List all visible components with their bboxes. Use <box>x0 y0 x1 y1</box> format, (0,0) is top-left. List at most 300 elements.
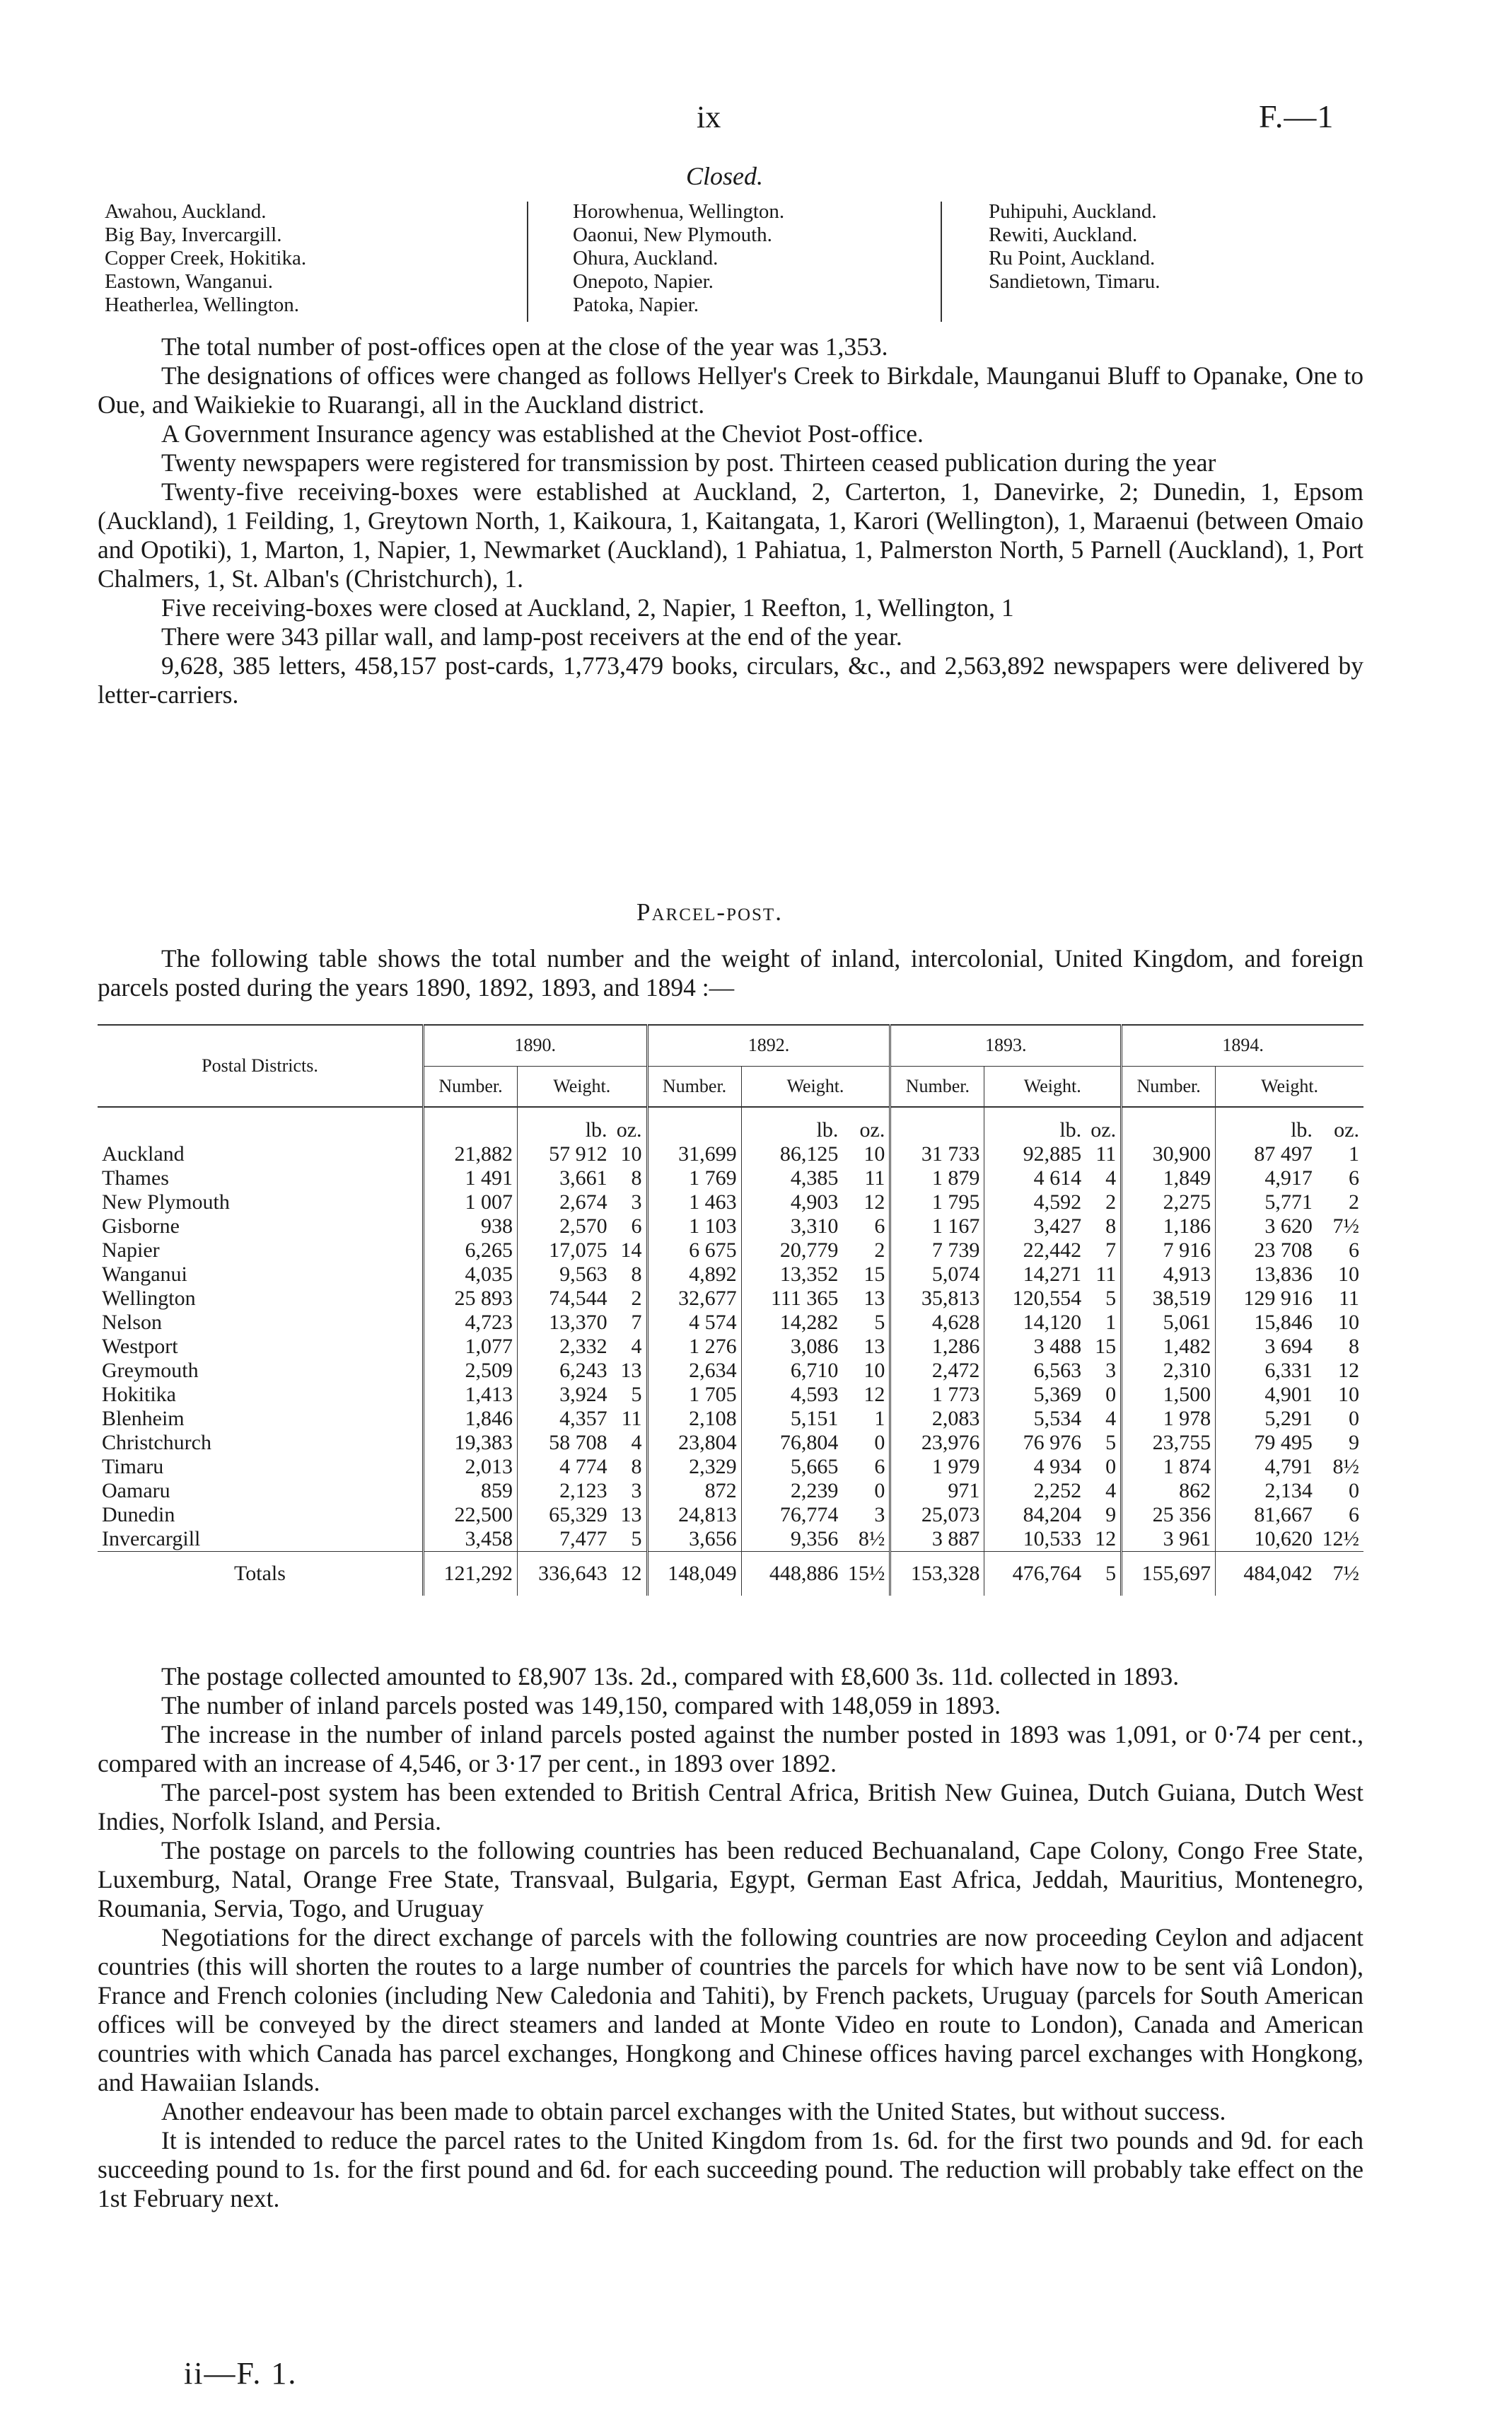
weight-oz: 10 <box>1338 1311 1359 1334</box>
weight-oz: 12 <box>863 1190 885 1214</box>
weight-oz: 3 <box>631 1190 642 1214</box>
parcel-count: 4,035 <box>424 1263 518 1287</box>
weight-header: Weight. <box>741 1066 890 1107</box>
parcel-count: 31,699 <box>647 1142 741 1166</box>
district-name: Greymouth <box>102 1359 199 1382</box>
weight-oz: 5 <box>874 1311 885 1334</box>
closed-office: Horowhenua, Wellington. <box>573 200 785 223</box>
weight-oz: 5 <box>1105 1287 1117 1310</box>
weight-lb: 4,903 <box>741 1190 842 1214</box>
closed-office: Onepoto, Napier. <box>573 270 714 293</box>
parcel-count: 1 769 <box>647 1166 741 1190</box>
parcel-count: 2,509 <box>424 1359 518 1383</box>
parcel-count: 35,813 <box>890 1287 984 1311</box>
weight-oz: 5 <box>631 1527 642 1550</box>
weight-lb: 6,331 <box>1216 1359 1317 1383</box>
district-name: Napier <box>102 1238 160 1262</box>
weight-lb: 65,329 <box>518 1503 612 1527</box>
page-number: ix <box>697 100 721 134</box>
weight-lb: 4,357 <box>518 1407 612 1431</box>
signature-mark: ii—F. 1. <box>184 2356 298 2391</box>
district-name: Wellington <box>102 1287 196 1310</box>
table-row <box>98 1190 1363 1214</box>
district-name: Gisborne <box>102 1214 180 1238</box>
year-header: 1892. <box>647 1025 890 1066</box>
parcel-count: 1,413 <box>424 1383 518 1407</box>
table-row <box>98 1407 1363 1431</box>
closed-office: Eastown, Wanganui. <box>105 270 273 293</box>
weight-lb: 20,779 <box>741 1238 842 1263</box>
weight-lb: 9,563 <box>518 1263 612 1287</box>
district-name: Nelson <box>102 1311 162 1334</box>
weight-lb: 15,846 <box>1216 1311 1317 1335</box>
weight-oz: 7½ <box>1332 1214 1359 1238</box>
weight-lb: 9,356 <box>741 1527 842 1552</box>
weight-lb: 76,804 <box>741 1431 842 1455</box>
parcel-count: 1,077 <box>424 1335 518 1359</box>
weight-lb: 74,544 <box>518 1287 612 1311</box>
parcel-count: 3,656 <box>647 1527 741 1552</box>
number-header: Number. <box>1122 1066 1216 1107</box>
weight-lb: 92,885 <box>984 1142 1086 1166</box>
weight-lb: 4 934 <box>984 1455 1086 1479</box>
weight-oz: 11 <box>621 1407 642 1430</box>
weight-oz: 13 <box>620 1359 642 1382</box>
parcel-count: 23,804 <box>647 1431 741 1455</box>
number-header: Number. <box>890 1066 984 1107</box>
unit-label: oz. <box>616 1118 642 1142</box>
closed-offices-col1 <box>105 200 306 317</box>
weight-lb: 7,477 <box>518 1527 612 1552</box>
table-row <box>98 1238 1363 1263</box>
weight-lb: 79 495 <box>1216 1431 1317 1455</box>
weight-oz: 8 <box>631 1166 642 1190</box>
year-header: 1893. <box>890 1025 1122 1066</box>
weight-oz: 8 <box>1105 1214 1117 1238</box>
weight-lb: 2,123 <box>518 1479 612 1503</box>
parcel-count: 5,061 <box>1122 1311 1216 1335</box>
table-row <box>98 1503 1363 1527</box>
district-name: Hokitika <box>102 1383 176 1406</box>
paragraph: It is intended to reduce the parcel rates to the United Kingdom from 1s. 6d. for the first two pounds and 9d. for each succeeding pound to 1s. for the first pound and 6d. for each succeeding pound. The reduction will probably take effect on the 1st February next. <box>98 2126 1363 2212</box>
weight-lb: 14,271 <box>984 1263 1086 1287</box>
table-row <box>98 1431 1363 1455</box>
parcel-count: 1 795 <box>890 1190 984 1214</box>
parcel-count: 1 874 <box>1122 1455 1216 1479</box>
district-name: Westport <box>102 1335 178 1358</box>
weight-oz: 6 <box>1349 1503 1359 1526</box>
district-name: New Plymouth <box>102 1190 230 1214</box>
weight-lb: 4,901 <box>1216 1383 1317 1407</box>
paragraph: The parcel-post system has been extended to British Central Africa, British New Guinea, Dutch Guiana, Dutch West Indies, Norfolk Island, and Persia. <box>98 1778 1363 1835</box>
weight-lb: 3 620 <box>1216 1214 1317 1238</box>
weight-oz: 4 <box>631 1335 642 1358</box>
parcel-count: 25 893 <box>424 1287 518 1311</box>
weight-oz: 2 <box>1349 1190 1359 1214</box>
weight-lb: 3 694 <box>1216 1335 1317 1359</box>
weight-lb: 5,291 <box>1216 1407 1317 1431</box>
weight-lb: 2,239 <box>741 1479 842 1503</box>
parcel-count: 862 <box>1122 1479 1216 1503</box>
weight-header: Weight. <box>984 1066 1122 1107</box>
weight-lb: 4,385 <box>741 1166 842 1190</box>
weight-oz: 1 <box>1349 1142 1359 1166</box>
district-name: Timaru <box>102 1455 164 1478</box>
weight-oz: 12 <box>863 1383 885 1406</box>
parcel-count: 1 979 <box>890 1455 984 1479</box>
weight-lb: 2,674 <box>518 1190 612 1214</box>
weight-lb: 3,427 <box>984 1214 1086 1238</box>
parcel-count: 19,383 <box>424 1431 518 1455</box>
unit-label: lb. <box>984 1107 1086 1142</box>
weight-lb: 448,886 <box>741 1552 842 1596</box>
paragraph: The postage on parcels to the following countries has been reduced Bechuanaland, Cape Colony, Congo Free State, Luxemburg, Natal, Orange Free State, Transvaal, Bulgaria, Egypt, German East Africa, Jeddah, Mauritius, Montenegro, Roumania, Servia, Togo, and Uruguay <box>98 1836 1363 1922</box>
weight-lb: 13,352 <box>741 1263 842 1287</box>
weight-oz: 10 <box>1338 1263 1359 1286</box>
weight-lb: 6,710 <box>741 1359 842 1383</box>
weight-oz: 0 <box>1349 1407 1359 1430</box>
parcel-count: 1,849 <box>1122 1166 1216 1190</box>
totals-label: Totals <box>98 1552 424 1596</box>
weight-lb: 5,151 <box>741 1407 842 1431</box>
closed-office: Ru Point, Auckland. <box>989 247 1156 269</box>
totals-row <box>98 1552 1363 1596</box>
weight-lb: 5,665 <box>741 1455 842 1479</box>
weight-oz: 8½ <box>858 1527 885 1550</box>
parcel-count: 4,628 <box>890 1311 984 1335</box>
postal-districts-header: Postal Districts. <box>202 1055 318 1076</box>
weight-oz: 5 <box>631 1383 642 1406</box>
weight-oz: 12 <box>1095 1527 1117 1550</box>
weight-header: Weight. <box>518 1066 648 1107</box>
paragraph: The increase in the number of inland parcels posted against the number posted in 1893 was 1,091, or 0·74 per cent., compared with an increase of 4,546, or 3·17 per cent., in 1893 over 1892. <box>98 1720 1363 1777</box>
weight-oz: 6 <box>631 1214 642 1238</box>
parcel-count: 4,723 <box>424 1311 518 1335</box>
weight-oz: 8½ <box>1332 1455 1359 1478</box>
weight-oz: 5 <box>1105 1431 1117 1454</box>
weight-lb: 5,534 <box>984 1407 1086 1431</box>
weight-lb: 484,042 <box>1216 1552 1317 1596</box>
closed-office: Rewiti, Auckland. <box>989 224 1138 246</box>
weight-oz: 2 <box>874 1238 885 1262</box>
parcel-count: 1,286 <box>890 1335 984 1359</box>
closed-office: Ohura, Auckland. <box>573 247 719 269</box>
parcel-count: 1 491 <box>424 1166 518 1190</box>
parcel-count: 148,049 <box>647 1552 741 1596</box>
weight-oz: 10 <box>1338 1383 1359 1406</box>
weight-lb: 120,554 <box>984 1287 1086 1311</box>
parcel-count: 1 978 <box>1122 1407 1216 1431</box>
weight-lb: 13,836 <box>1216 1263 1317 1287</box>
weight-lb: 76 976 <box>984 1431 1086 1455</box>
district-name: Dunedin <box>102 1503 175 1526</box>
units-row <box>98 1107 1363 1142</box>
weight-oz: 15 <box>1095 1335 1117 1358</box>
weight-lb: 336,643 <box>518 1552 612 1596</box>
table-row <box>98 1287 1363 1311</box>
parcel-count: 7 916 <box>1122 1238 1216 1263</box>
weight-lb: 58 708 <box>518 1431 612 1455</box>
weight-oz: 5 <box>1086 1552 1121 1596</box>
weight-lb: 3,310 <box>741 1214 842 1238</box>
parcel-count: 32,677 <box>647 1287 741 1311</box>
weight-oz: 10 <box>620 1142 642 1166</box>
table-row <box>98 1166 1363 1190</box>
weight-lb: 10,620 <box>1216 1527 1317 1552</box>
weight-lb: 4,592 <box>984 1190 1086 1214</box>
parcel-count: 23,755 <box>1122 1431 1216 1455</box>
parcel-count: 872 <box>647 1479 741 1503</box>
weight-lb: 22,442 <box>984 1238 1086 1263</box>
closed-office: Puhipuhi, Auckland. <box>989 200 1157 223</box>
closed-office: Awahou, Auckland. <box>105 200 267 223</box>
paragraph: The following table shows the total number and the weight of inland, intercolonial, United Kingdom, and foreign parcels posted during the years 1890, 1892, 1893, and 1894 :— <box>98 944 1363 1002</box>
parcel-count: 4,913 <box>1122 1263 1216 1287</box>
parcel-count: 1 879 <box>890 1166 984 1190</box>
weight-oz: 3 <box>874 1503 885 1526</box>
column-divider <box>527 202 528 322</box>
closed-office: Big Bay, Invercargill. <box>105 224 282 246</box>
parcel-count: 1 773 <box>890 1383 984 1407</box>
weight-lb: 81,667 <box>1216 1503 1317 1527</box>
weight-oz: 9 <box>1105 1503 1117 1526</box>
parcel-count: 971 <box>890 1479 984 1503</box>
weight-oz: 11 <box>1095 1263 1117 1286</box>
parcel-count: 4 574 <box>647 1311 741 1335</box>
weight-lb: 57 912 <box>518 1142 612 1166</box>
weight-oz: 9 <box>1349 1431 1359 1454</box>
weight-lb: 23 708 <box>1216 1238 1317 1263</box>
closed-offices-col3 <box>989 200 1161 294</box>
parcel-count: 2,083 <box>890 1407 984 1431</box>
table-row <box>98 1479 1363 1503</box>
weight-header: Weight. <box>1216 1066 1363 1107</box>
weight-oz: 0 <box>874 1479 885 1502</box>
document-reference: F.—1 <box>1259 98 1334 134</box>
weight-lb: 87 497 <box>1216 1142 1317 1166</box>
paragraph: Twenty-five receiving-boxes were established at Auckland, 2, Carterton, 1, Danevirke, 2; Dunedin, 1, Epsom (Auckland), 1 Feilding, 1, Greytown North, 1, Kaikoura, 1, Kaitangata, 1, Karori (Wellington), 1, Maraenui (between Omaio and Opotiki), 1, Marton, 1, Napier, 1, Newmarket (Auckland), 1 Pahiatua, 1, Palmerston North, 5 Parnell (Auckland), 1, Port Chalmers, 1, St. Alban's (Christchurch), 1. <box>98 477 1363 593</box>
parcel-count: 25 356 <box>1122 1503 1216 1527</box>
parcel-count: 2,472 <box>890 1359 984 1383</box>
parcel-count: 5,074 <box>890 1263 984 1287</box>
district-name: Thames <box>102 1166 169 1190</box>
district-name: Invercargill <box>102 1527 201 1550</box>
parcel-count: 2,310 <box>1122 1359 1216 1383</box>
weight-oz: 11 <box>864 1166 885 1190</box>
weight-lb: 111 365 <box>741 1287 842 1311</box>
paragraph: The number of inland parcels posted was 149,150, compared with 148,059 in 1893. <box>161 1691 1001 1719</box>
weight-lb: 3,924 <box>518 1383 612 1407</box>
paragraph: The postage collected amounted to £8,907 13s. 2d., compared with £8,600 3s. 11d. collected in 1893. <box>161 1662 1180 1690</box>
paragraph: Twenty newspapers were registered for transmission by post. Thirteen ceased publication during the year <box>161 448 1216 477</box>
closed-office: Copper Creek, Hokitika. <box>105 247 307 269</box>
weight-oz: 0 <box>1105 1383 1117 1406</box>
weight-oz: 2 <box>1105 1190 1117 1214</box>
parcel-count: 1 276 <box>647 1335 741 1359</box>
weight-oz: 6 <box>874 1455 885 1478</box>
weight-lb: 4,791 <box>1216 1455 1317 1479</box>
weight-oz: 11 <box>1339 1287 1359 1310</box>
weight-lb: 86,125 <box>741 1142 842 1166</box>
parcel-count: 2,634 <box>647 1359 741 1383</box>
weight-oz: 0 <box>1349 1479 1359 1502</box>
parcel-count: 4,892 <box>647 1263 741 1287</box>
weight-oz: 7 <box>1105 1238 1117 1262</box>
weight-oz: 12 <box>1338 1359 1359 1382</box>
parcel-count: 155,697 <box>1122 1552 1216 1596</box>
parcel-count: 3 887 <box>890 1527 984 1552</box>
parcel-count: 3 961 <box>1122 1527 1216 1552</box>
closed-office: Sandietown, Timaru. <box>989 270 1161 293</box>
parcel-count: 153,328 <box>890 1552 984 1596</box>
weight-oz: 6 <box>1349 1238 1359 1262</box>
weight-lb: 13,370 <box>518 1311 612 1335</box>
weight-lb: 17,075 <box>518 1238 612 1263</box>
table-row <box>98 1263 1363 1287</box>
parcel-count: 25,073 <box>890 1503 984 1527</box>
weight-oz: 8 <box>631 1263 642 1286</box>
closed-office: Heatherlea, Wellington. <box>105 294 299 316</box>
paragraph: There were 343 pillar wall, and lamp-post receivers at the end of the year. <box>161 622 902 651</box>
weight-lb: 76,774 <box>741 1503 842 1527</box>
closed-offices-col2 <box>573 200 784 317</box>
table-row <box>98 1335 1363 1359</box>
unit-label: lb. <box>518 1107 612 1142</box>
weight-oz: 8 <box>631 1455 642 1478</box>
table-row <box>98 1142 1363 1166</box>
weight-oz: 1 <box>1105 1311 1117 1334</box>
parcel-count: 30,900 <box>1122 1142 1216 1166</box>
weight-oz: 2 <box>631 1287 642 1310</box>
parcel-count: 2,013 <box>424 1455 518 1479</box>
parcel-count: 1 705 <box>647 1383 741 1407</box>
weight-lb: 2,570 <box>518 1214 612 1238</box>
parcel-count: 1 103 <box>647 1214 741 1238</box>
weight-lb: 84,204 <box>984 1503 1086 1527</box>
parcel-count: 1,846 <box>424 1407 518 1431</box>
parcel-count: 2,275 <box>1122 1190 1216 1214</box>
post-office-summary <box>98 332 1363 709</box>
parcel-notes <box>98 1662 1363 2213</box>
weight-oz: 15 <box>863 1263 885 1286</box>
parcel-count: 1 007 <box>424 1190 518 1214</box>
parcel-count: 938 <box>424 1214 518 1238</box>
weight-oz: 12 <box>612 1552 647 1596</box>
weight-lb: 3,086 <box>741 1335 842 1359</box>
year-header: 1894. <box>1122 1025 1363 1066</box>
parcel-count: 3,458 <box>424 1527 518 1552</box>
closed-offices-title: Closed. <box>686 162 764 190</box>
paragraph: Negotiations for the direct exchange of parcels with the following countries are now proceeding Ceylon and adjacent countries (this will shorten the routes to a large number of countries the parcels for which have now to be sent viâ London), France and French colonies (including New Caledonia and Tahiti), by French packets, Uruguay (parcels for South American offices will be conveyed by the direct steamers and landed at Monte Video en route to London), Canada and American countries with which Canada has parcel exchanges, Hongkong and Chinese offices having parcel exchanges with Hongkong, and Hawaiian Islands. <box>98 1923 1363 2096</box>
weight-oz: 7 <box>631 1311 642 1334</box>
weight-oz: 14 <box>620 1238 642 1262</box>
district-name: Auckland <box>102 1142 185 1166</box>
parcel-count: 6,265 <box>424 1238 518 1263</box>
weight-lb: 4,593 <box>741 1383 842 1407</box>
parcel-count: 2,329 <box>647 1455 741 1479</box>
table-row <box>98 1311 1363 1335</box>
district-name: Oamaru <box>102 1479 170 1502</box>
section-title: Parcel-post. <box>636 898 783 926</box>
weight-lb: 6,243 <box>518 1359 612 1383</box>
parcel-count: 21,882 <box>424 1142 518 1166</box>
year-header: 1890. <box>424 1025 648 1066</box>
parcel-count: 1,500 <box>1122 1383 1216 1407</box>
parcel-count: 6 675 <box>647 1238 741 1263</box>
weight-lb: 14,282 <box>741 1311 842 1335</box>
number-header: Number. <box>647 1066 741 1107</box>
parcel-count: 121,292 <box>424 1552 518 1596</box>
weight-oz: 13 <box>863 1287 885 1310</box>
weight-lb: 5,369 <box>984 1383 1086 1407</box>
weight-oz: 6 <box>874 1214 885 1238</box>
number-header: Number. <box>424 1066 518 1107</box>
unit-label: lb. <box>741 1107 842 1142</box>
weight-oz: 11 <box>1095 1142 1117 1166</box>
weight-oz: 4 <box>1105 1479 1117 1502</box>
unit-label: lb. <box>1216 1107 1317 1142</box>
district-name: Christchurch <box>102 1431 211 1454</box>
parcel-count: 24,813 <box>647 1503 741 1527</box>
weight-oz: 15½ <box>842 1552 890 1596</box>
weight-oz: 12½ <box>1322 1527 1359 1550</box>
weight-oz: 1 <box>874 1407 885 1430</box>
weight-lb: 2,252 <box>984 1479 1086 1503</box>
parcel-count: 31 733 <box>890 1142 984 1166</box>
weight-oz: 13 <box>620 1503 642 1526</box>
parcel-count: 1 167 <box>890 1214 984 1238</box>
weight-lb: 6,563 <box>984 1359 1086 1383</box>
parcel-count: 2,108 <box>647 1407 741 1431</box>
paragraph: 9,628, 385 letters, 458,157 post-cards, 1,773,479 books, circulars, &c., and 2,563,892 newspapers were delivered by letter-carriers. <box>98 651 1363 709</box>
weight-lb: 476,764 <box>984 1552 1086 1596</box>
paragraph: A Government Insurance agency was established at the Cheviot Post-office. <box>161 419 924 448</box>
parcel-count: 1 463 <box>647 1190 741 1214</box>
weight-lb: 14,120 <box>984 1311 1086 1335</box>
parcel-intro <box>98 944 1363 1002</box>
parcel-table <box>98 1024 1363 1596</box>
weight-lb: 129 916 <box>1216 1287 1317 1311</box>
weight-oz: 10 <box>863 1359 885 1382</box>
weight-lb: 4 614 <box>984 1166 1086 1190</box>
parcel-count: 1,482 <box>1122 1335 1216 1359</box>
weight-lb: 10,533 <box>984 1527 1086 1552</box>
table-row <box>98 1455 1363 1479</box>
closed-office: Patoka, Napier. <box>573 294 699 316</box>
parcel-count: 859 <box>424 1479 518 1503</box>
weight-lb: 3 488 <box>984 1335 1086 1359</box>
table-row <box>98 1214 1363 1238</box>
weight-lb: 2,134 <box>1216 1479 1317 1503</box>
weight-oz: 0 <box>874 1431 885 1454</box>
district-name: Wanganui <box>102 1263 187 1286</box>
paragraph: The total number of post-offices open at the close of the year was 1,353. <box>161 332 888 361</box>
weight-oz: 0 <box>1105 1455 1117 1478</box>
weight-oz: 6 <box>1349 1166 1359 1190</box>
weight-oz: 13 <box>863 1335 885 1358</box>
closed-office: Oaonui, New Plymouth. <box>573 224 772 246</box>
weight-oz: 4 <box>1105 1407 1117 1430</box>
weight-oz: 3 <box>1105 1359 1117 1382</box>
weight-oz: 7½ <box>1317 1552 1363 1596</box>
parcel-count: 7 739 <box>890 1238 984 1263</box>
weight-oz: 10 <box>863 1142 885 1166</box>
weight-oz: 8 <box>1349 1335 1359 1358</box>
table-row <box>98 1527 1363 1552</box>
weight-lb: 4,917 <box>1216 1166 1317 1190</box>
table-row <box>98 1359 1363 1383</box>
parcel-count: 38,519 <box>1122 1287 1216 1311</box>
